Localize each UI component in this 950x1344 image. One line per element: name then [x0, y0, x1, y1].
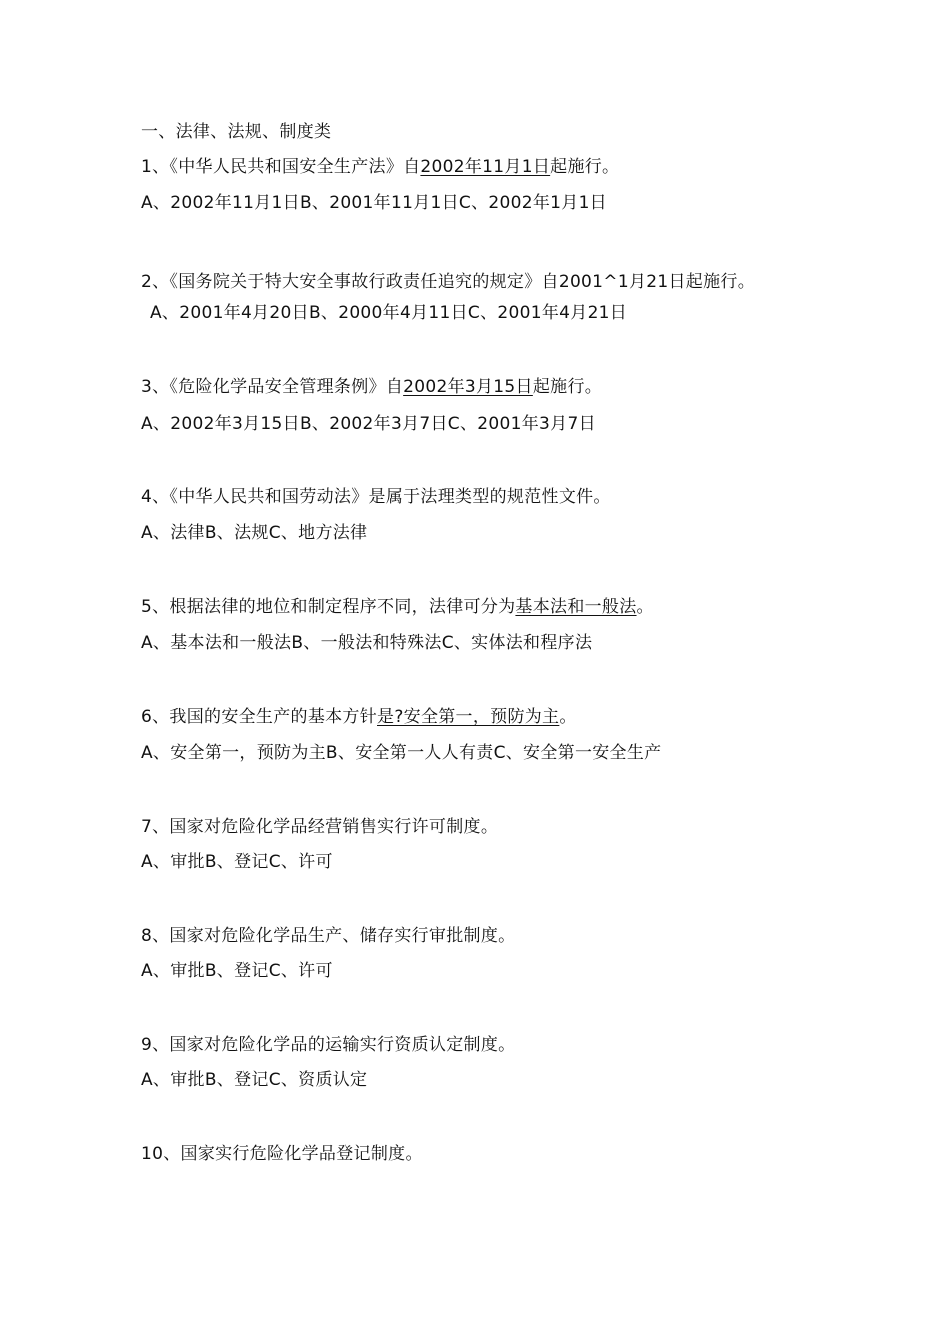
section-title: 一、法律、法规、制度类 [141, 122, 332, 142]
question-4 [141, 486, 611, 508]
question-suffix: 制度。 [463, 1035, 516, 1055]
question-answer: 审批 [428, 926, 464, 946]
question-1 [141, 156, 619, 178]
question-text: 10、国家实行危险化学品 [141, 1144, 337, 1164]
question-answer: 资质认定 [394, 1035, 464, 1055]
question-suffix: 起施行。 [550, 157, 620, 177]
question-suffix: 制度。 [463, 926, 516, 946]
question-6-options: A、安全第一，预防为主B、安全第一人人有责C、安全第一安全生产 [141, 743, 662, 763]
question-suffix: 制度。 [370, 1144, 423, 1164]
question-answer: 2002年11月1日 [420, 157, 551, 177]
question-4-options: A、法律B、法规C、地方法律 [141, 523, 368, 543]
question-answer: 是?安全第一，预防为主 [377, 707, 560, 727]
question-text: 3、《危险化学品安全管理条例》自 [141, 377, 404, 397]
question-8-options: A、审批B、登记C、许可 [141, 961, 333, 981]
question-7 [141, 816, 498, 838]
question-answer: 2001^1月21日 [558, 272, 686, 292]
question-7-options: A、审批B、登记C、许可 [141, 852, 333, 872]
question-text: 2、《国务院关于特大安全事故行政责任追究的规定》自 [141, 272, 559, 292]
question-text: 4、《中华人民共和国劳动法》是属于 [141, 487, 421, 507]
question-suffix: 。 [636, 597, 654, 617]
question-9 [141, 1034, 515, 1056]
question-5 [141, 596, 654, 618]
question-text: 1、《中华人民共和国安全生产法》自 [141, 157, 421, 177]
question-3 [141, 376, 602, 398]
question-suffix: 。 [559, 707, 577, 727]
question-text: 7、国家对危险化学品经营销售实行 [141, 817, 412, 837]
question-10 [141, 1143, 423, 1165]
question-2 [141, 271, 755, 293]
question-3-options: A、2002年3月15日B、2002年3月7日C、2001年3月7日 [141, 414, 596, 434]
question-answer: 登记 [336, 1144, 371, 1164]
question-suffix: 制度。 [446, 817, 499, 837]
question-6 [141, 706, 577, 728]
question-answer: 许可 [411, 817, 447, 837]
question-answer: 法理 [420, 487, 456, 507]
question-answer: 2002年3月15日 [403, 377, 533, 397]
question-suffix: 起施行。 [532, 377, 603, 397]
question-suffix: 类型的规范性文件。 [455, 487, 611, 507]
question-text: 6、我国的安全生产的基本方针 [141, 707, 378, 727]
question-text: 5、根据法律的地位和制定程序不同，法律可分为 [141, 597, 516, 617]
question-text: 8、国家对危险化学品生产、储存实行 [141, 926, 429, 946]
question-9-options: A、审批B、登记C、资质认定 [141, 1070, 368, 1090]
question-5-options: A、基本法和一般法B、一般法和特殊法C、实体法和程序法 [141, 633, 593, 653]
question-2-options: A、2001年4月20日B、2000年4月11日C、2001年4月21日 [150, 303, 628, 323]
question-suffix: 起施行。 [685, 272, 755, 292]
question-text: 9、国家对危险化学品的运输实行 [141, 1035, 395, 1055]
question-answer: 基本法和一般法 [515, 597, 637, 617]
question-8 [141, 925, 515, 947]
question-1-options: A、2002年11月1日B、2001年11月1日C、2002年1月1日 [141, 193, 607, 213]
